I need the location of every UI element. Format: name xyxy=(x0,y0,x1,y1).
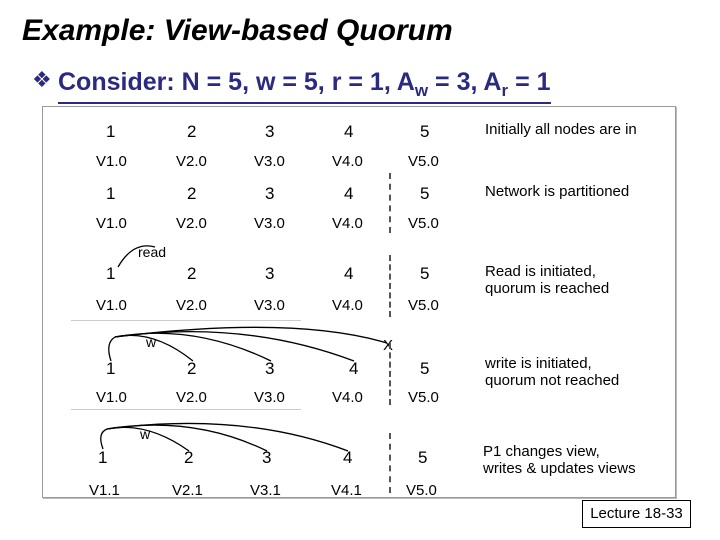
node-4: 4 xyxy=(344,184,354,203)
consider-prefix: Consider: N = 5, w = 5, r = 1, A xyxy=(58,68,415,96)
version-3: V3.1 xyxy=(250,482,281,499)
row-description: Network is partitioned xyxy=(485,183,630,200)
fail-x-mark: X xyxy=(383,337,394,354)
diamond-bullet-icon: ❖ xyxy=(32,67,52,92)
row-write-fail xyxy=(43,325,675,413)
read-arc xyxy=(43,235,675,323)
node-5: 5 xyxy=(420,264,430,283)
node-4: 4 xyxy=(344,122,354,141)
node-1: 1 xyxy=(106,184,116,203)
divider xyxy=(71,409,301,410)
node-4: 4 xyxy=(344,264,354,283)
node-1: 1 xyxy=(106,264,116,283)
read-label: read xyxy=(138,244,167,260)
version-1: V1.0 xyxy=(96,153,127,170)
version-4: V4.1 xyxy=(331,482,362,499)
write-label: w xyxy=(140,426,151,442)
version-1: V1.0 xyxy=(96,297,127,314)
version-5: V5.0 xyxy=(408,215,439,232)
version-2: V2.1 xyxy=(172,482,203,499)
version-1: V1.0 xyxy=(96,389,127,406)
version-5: V5.0 xyxy=(408,297,439,314)
version-1: V1.0 xyxy=(96,215,127,232)
slide-title: Example: View-based Quorum xyxy=(22,14,453,47)
version-4: V4.0 xyxy=(332,215,363,232)
version-4: V4.0 xyxy=(332,153,363,170)
row-description: write is initiated, quorum not reached xyxy=(485,355,620,389)
row-read xyxy=(43,235,675,323)
version-2: V2.0 xyxy=(176,389,207,406)
version-4: V4.0 xyxy=(332,389,363,406)
version-3: V3.0 xyxy=(254,389,285,406)
node-2: 2 xyxy=(187,264,197,283)
node-5: 5 xyxy=(420,184,430,203)
divider xyxy=(71,320,301,321)
node-3: 3 xyxy=(265,359,275,378)
node-4: 4 xyxy=(349,359,359,378)
node-1: 1 xyxy=(106,122,116,141)
node-3: 3 xyxy=(265,184,275,203)
ar-subscript: r xyxy=(501,81,509,100)
version-1: V1.1 xyxy=(89,482,120,499)
write-arcs xyxy=(43,325,675,413)
version-3: V3.0 xyxy=(254,215,285,232)
version-2: V2.0 xyxy=(176,215,207,232)
row-description: Read is initiated, quorum is reached xyxy=(485,263,610,297)
version-3: V3.0 xyxy=(254,153,285,170)
row-view-change xyxy=(43,411,675,499)
node-5: 5 xyxy=(420,122,430,141)
node-1: 1 xyxy=(98,448,108,467)
write-label: w xyxy=(146,334,157,350)
node-2: 2 xyxy=(187,184,197,203)
node-4: 4 xyxy=(343,448,353,467)
node-3: 3 xyxy=(265,122,275,141)
node-5: 5 xyxy=(418,448,428,467)
lecture-number: Lecture 18-33 xyxy=(582,500,691,528)
node-3: 3 xyxy=(265,264,275,283)
consider-line xyxy=(58,68,551,104)
node-1: 1 xyxy=(106,359,116,378)
row-description: P1 changes view, writes & updates views xyxy=(483,443,636,477)
node-2: 2 xyxy=(184,448,194,467)
partition-line xyxy=(389,173,391,233)
node-2: 2 xyxy=(187,122,197,141)
node-3: 3 xyxy=(262,448,272,467)
consider-suffix: = 1 xyxy=(508,68,551,96)
consider-mid: = 3, A xyxy=(428,68,502,96)
row-description: Initially all nodes are in xyxy=(485,121,637,138)
version-5: V5.0 xyxy=(408,389,439,406)
version-5: V5.0 xyxy=(406,482,437,499)
version-3: V3.0 xyxy=(254,297,285,314)
node-5: 5 xyxy=(420,359,430,378)
write-arcs xyxy=(43,411,675,499)
aw-subscript: w xyxy=(414,81,429,100)
version-2: V2.0 xyxy=(176,153,207,170)
version-5: V5.0 xyxy=(408,153,439,170)
diagram-panel xyxy=(42,106,676,498)
version-2: V2.0 xyxy=(176,297,207,314)
version-4: V4.0 xyxy=(332,297,363,314)
node-2: 2 xyxy=(187,359,197,378)
